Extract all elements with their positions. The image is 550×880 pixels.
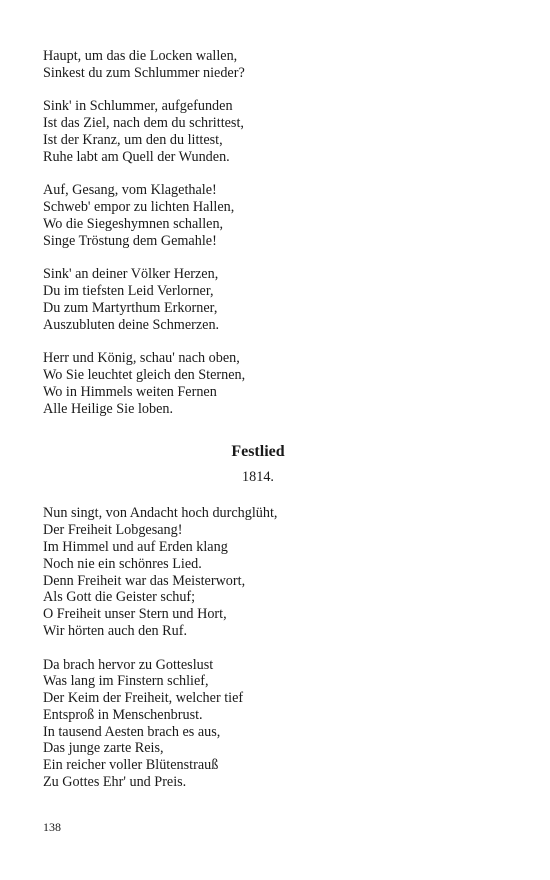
verse-line: Ist der Kranz, um den du littest,: [43, 131, 223, 148]
verse-line: Was lang im Finstern schlief,: [43, 673, 209, 690]
verse-line: Ist das Ziel, nach dem du schrittest,: [43, 115, 244, 132]
verse-line: Der Freiheit Lobgesang!: [43, 522, 183, 539]
stanza: [43, 48, 473, 82]
stanza: [43, 657, 473, 791]
verse-line: Der Keim der Freiheit, welcher tief: [43, 690, 244, 707]
verse-line: Entsproß in Menschenbrust.: [43, 706, 203, 723]
verse-line: Zu Gottes Ehr' und Preis.: [43, 774, 187, 791]
verse-line: Ruhe labt am Quell der Wunden.: [43, 148, 230, 165]
verse-line: Auf, Gesang, vom Klagethale!: [43, 182, 217, 199]
stanza: [43, 505, 473, 639]
poem-year: 1814.: [242, 468, 274, 485]
verse-line: Denn Freiheit war das Meisterwort,: [43, 572, 246, 589]
verse-line: In tausend Aesten brach es aus,: [43, 723, 221, 740]
verse-line: O Freiheit unser Stern und Hort,: [43, 606, 227, 623]
verse-line: Sinkest du zum Schlummer nieder?: [43, 64, 245, 81]
verse-line: Nun singt, von Andacht hoch durchglüht,: [43, 505, 278, 522]
verse-line: Wo in Himmels weiten Fernen: [43, 383, 217, 400]
stanza: [43, 266, 473, 333]
verse-line: Als Gott die Geister schuf;: [43, 589, 196, 606]
previous-poem-ending: [43, 48, 473, 418]
verse-line: Da brach hervor zu Gotteslust: [43, 656, 214, 673]
verse-line: Alle Heilige Sie loben.: [43, 400, 174, 417]
verse-line: Das junge zarte Reis,: [43, 740, 164, 757]
verse-line: Wir hörten auch den Ruf.: [43, 622, 188, 639]
verse-line: Herr und König, schau' nach oben,: [43, 350, 240, 367]
verse-line: Schweb' empor zu lichten Hallen,: [43, 199, 235, 216]
page-content: [43, 48, 473, 808]
verse-line: Sink' an deiner Völker Herzen,: [43, 266, 219, 283]
verse-line: Im Himmel und auf Erden klang: [43, 538, 228, 555]
poem-title: Festlied: [231, 442, 285, 460]
stanza: [43, 350, 473, 417]
page-number: 138: [43, 820, 61, 834]
verse-line: Sink' in Schlummer, aufgefunden: [43, 98, 233, 115]
verse-line: Auszubluten deine Schmerzen.: [43, 316, 220, 333]
verse-line: Wo die Siegeshymnen schallen,: [43, 215, 224, 232]
festlied-poem: [43, 505, 473, 791]
stanza: [43, 98, 473, 165]
verse-line: Du im tiefsten Leid Verlorner,: [43, 283, 214, 300]
verse-line: Singe Tröstung dem Gemahle!: [43, 232, 217, 249]
verse-line: Noch nie ein schönres Lied.: [43, 555, 202, 572]
verse-line: Wo Sie leuchtet gleich den Sternen,: [43, 367, 246, 384]
verse-line: Haupt, um das die Locken wallen,: [43, 48, 238, 64]
verse-line: Du zum Martyrthum Erkorner,: [43, 299, 218, 316]
stanza: [43, 182, 473, 249]
verse-line: Ein reicher voller Blütenstrauß: [43, 757, 219, 774]
